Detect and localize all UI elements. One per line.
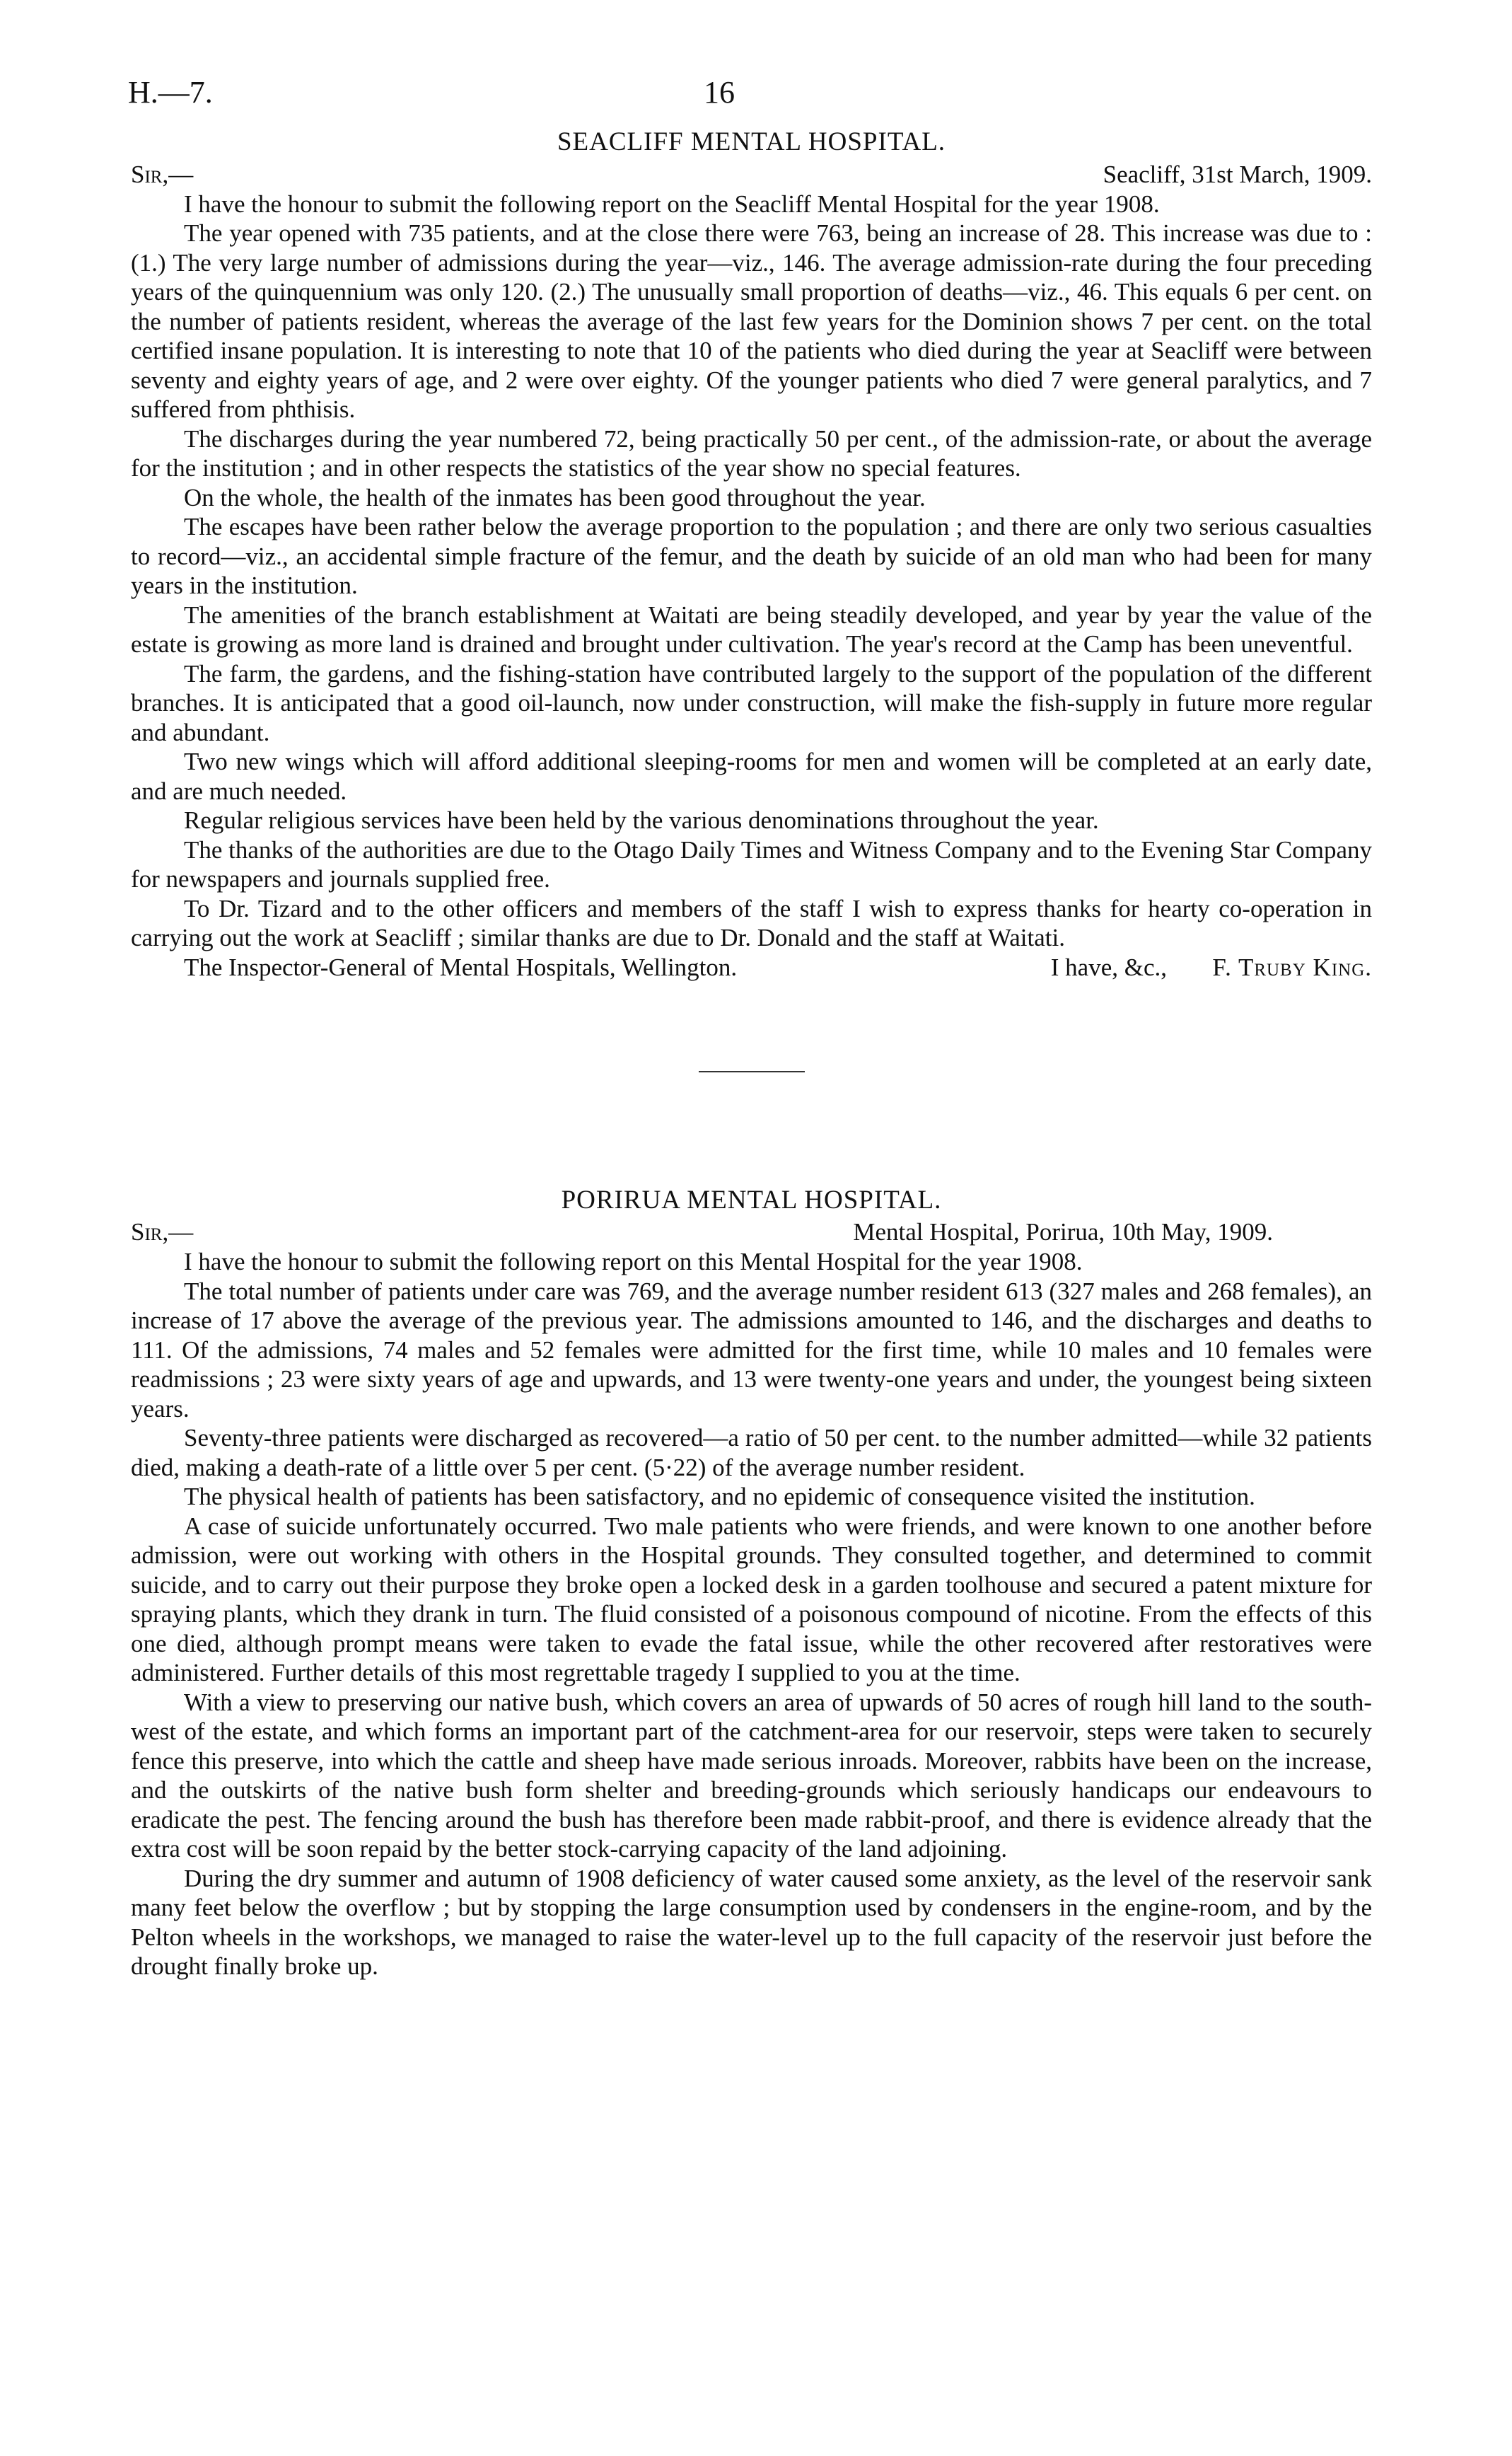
addressee: The Inspector-General of Mental Hospitals, Wellington.: [184, 953, 738, 981]
seacliff-closing-row: [131, 953, 1372, 983]
paragraph: To Dr. Tizard and to the other officers and members of the staff I wish to express thanks for hearty co-operation in carrying out the work at Seacliff ; similar thanks are due to Dr. Donald and the staff at Waitati.: [131, 894, 1372, 951]
paragraph: The escapes have been rather below the average proportion to the population ; and there are only two serious casualties to record—viz., an accidental simple fracture of the femur, and the death by suicide of an old man who had been for many years in the institution.: [131, 513, 1372, 599]
page: [128, 71, 1372, 1981]
section-divider: [699, 1071, 805, 1072]
porirua-dateline: Mental Hospital, Porirua, 10th May, 1909.: [853, 1218, 1273, 1246]
seacliff-title: SEACLIFF MENTAL HOSPITAL.: [557, 127, 946, 156]
paragraph: I have the honour to submit the following report on the Seacliff Mental Hospital for the year 1908.: [184, 190, 1160, 218]
closing-phrase: I have, &c.,: [1050, 953, 1167, 981]
paragraph: The amenities of the branch establishment at Waitati are being steadily developed, and year by year the value of the estate is growing as more land is drained and brought under cultivation. The year's record at the Camp has been uneventful.: [131, 601, 1372, 658]
paragraph: The discharges during the year numbered 72, being practically 50 per cent., of the admission-rate, or about the average for the institution ; and in other respects the statistics of the year show no special features.: [131, 424, 1372, 482]
porirua-report: [131, 1186, 1372, 1981]
paragraph: On the whole, the health of the inmates has been good throughout the year.: [184, 483, 926, 511]
seacliff-report: [131, 127, 1372, 983]
paragraph: The thanks of the authorities are due to the Otago Daily Times and Witness Company and to the Evening Star Company for newspapers and journals supplied free.: [131, 835, 1372, 893]
paragraph: A case of suicide unfortunately occurred. Two male patients who were friends, and were known to one another before admission, were out working with others in the Hospital grounds. They consulted together, and determined to commit suicide, and to carry out their purpose they broke open a locked desk in a garden toolhouse and secured a patent mixture for spraying plants, which they drank in turn. The fluid consisted of a poisonous compound of nicotine. From the effects of this one died, although prompt means were taken to evade the fatal issue, while the other recovered after restoratives were administered. Further details of this most regrettable tragedy I supplied to you at the time.: [131, 1512, 1372, 1686]
seacliff-dateline: Seacliff, 31st March, 1909.: [1103, 160, 1372, 188]
porirua-salutation-row: [131, 1217, 1372, 1247]
paragraph: The year opened with 735 patients, and at the close there were 763, being an increase of 28. This increase was due to : (1.) The very large number of admissions during the year—viz., 146. The average admission-rate during the four preceding years of the quinquennium was only 120. (2.) The unusually small proportion of deaths—viz., 46. This equals 6 per cent. on the number of patients resident, whereas the average of the last few years for the Dominion shows 7 per cent. on the total certified insane population. It is interesting to note that 10 of the patients who died during the year at Seacliff were between seventy and eighty years of age, and 2 were over eighty. Of the younger patients who died 7 were general paralytics, and 7 suffered from phthisis.: [131, 219, 1372, 423]
porirua-salutation: Sir,—: [131, 1218, 194, 1246]
document-reference: H.—7.: [128, 75, 213, 110]
paragraph: Regular religious services have been held by the various denominations throughout the year.: [184, 806, 1099, 834]
paragraph: The total number of patients under care was 769, and the average number resident 613 (327 males and 268 females), an increase of 17 above the average of the previous year. The admissions amounted to 146, and the discharges and deaths to 111. Of the admissions, 74 males and 52 females were admitted for the first time, while 10 males and 10 females were readmissions ; 23 were sixty years of age and upwards, and 13 were twenty-one years and under, the youngest being sixteen years.: [131, 1277, 1372, 1423]
paragraph: Seventy-three patients were discharged as recovered—a ratio of 50 per cent. to the number admitted—while 32 patients died, making a death-rate of a little over 5 per cent. (5·22) of the average number resident.: [131, 1424, 1372, 1481]
page-number: 16: [704, 75, 735, 110]
paragraph: With a view to preserving our native bush, which covers an area of upwards of 50 acres of rough hill land to the south-west of the estate, and which forms an important part of the catchment-area for our reservoir, steps were taken to securely fence this preserve, into which the cattle and sheep have made serious inroads. Moreover, rabbits have been on the increase, and the outskirts of the native bush form shelter and breeding-grounds which seriously handicaps our endeavours to eradicate the pest. The fencing around the bush has therefore been made rabbit-proof, and there is evidence already that the extra cost will be soon repaid by the better stock-carrying capacity of the land adjoining.: [131, 1688, 1372, 1863]
signature: F. Truby King.: [1212, 953, 1372, 981]
paragraph: During the dry summer and autumn of 1908 deficiency of water caused some anxiety, as the level of the reservoir sank many feet below the overflow ; but by stopping the large consumption used by condensers in the engine-room, and by the Pelton wheels in the workshops, we managed to raise the water-level up to the full capacity of the reservoir just before the drought finally broke up.: [131, 1864, 1372, 1980]
seacliff-salutation: Sir,—: [131, 160, 194, 188]
running-header: [128, 71, 1372, 127]
paragraph: I have the honour to submit the following report on this Mental Hospital for the year 1908.: [184, 1248, 1083, 1275]
porirua-title: PORIRUA MENTAL HOSPITAL.: [561, 1185, 942, 1215]
paragraph: Two new wings which will afford additional sleeping-rooms for men and women will be completed at an early date, and are much needed.: [131, 748, 1372, 805]
paragraph: The physical health of patients has been satisfactory, and no epidemic of consequence visited the institution.: [184, 1483, 1255, 1510]
paragraph: The farm, the gardens, and the fishing-station have contributed largely to the support of the population of the different branches. It is anticipated that a good oil-launch, now under construction, will make the fish-supply in future more regular and abundant.: [131, 659, 1372, 746]
seacliff-salutation-row: [131, 160, 1372, 190]
